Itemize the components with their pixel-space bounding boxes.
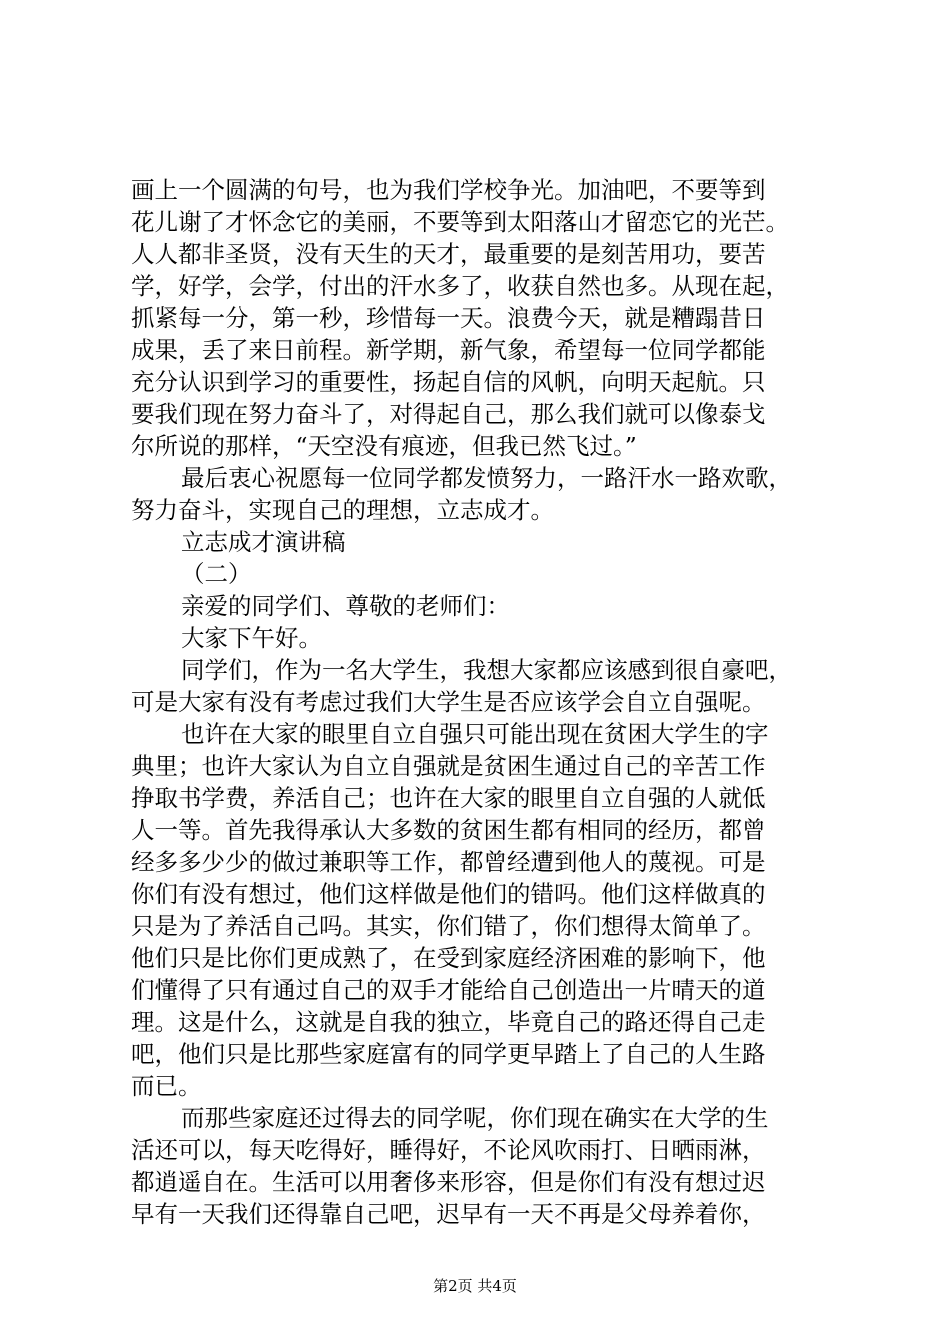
text-line: 你们有没有想过，他们这样做是他们的错吗。他们这样做真的 [131, 880, 766, 908]
text-line: 们懂得了只有通过自己的双手才能给自己创造出一片晴天的道 [131, 976, 766, 1004]
text-line: 学，好学，会学，付出的汗水多了，收获自然也多。从现在起， [131, 272, 789, 300]
text-line: 只是为了养活自己吗。其实，你们错了，你们想得太简单了。 [131, 912, 766, 940]
text-line: 立志成才演讲稿 [181, 528, 346, 556]
text-line: 人人都非圣贤，没有天生的天才，最重要的是刻苦用功，要苦 [131, 240, 766, 268]
text-line: 抓紧每一分，第一秒，珍惜每一天。浪费今天，就是糟蹋昔日 [131, 304, 766, 332]
text-line: 也许在大家的眼里自立自强只可能出现在贫困大学生的字 [181, 720, 769, 748]
text-line: 吧，他们只是比那些家庭富有的同学更早踏上了自己的人生路 [131, 1040, 766, 1068]
text-line: 大家下午好。 [181, 624, 322, 652]
text-line: 挣取书学费，养活自己；也许在大家的眼里自立自强的人就低 [131, 784, 766, 812]
text-line: 画上一个圆满的句号，也为我们学校争光。加油吧，不要等到 [131, 176, 766, 204]
text-line: 要我们现在努力奋斗了，对得起自己，那么我们就可以像泰戈 [131, 400, 766, 428]
text-line: 成果，丢了来日前程。新学期，新气象，希望每一位同学都能 [131, 336, 766, 364]
text-line: 早有一天我们还得靠自己吧，迟早有一天不再是父母养着你， [131, 1200, 766, 1228]
text-line: 充分认识到学习的重要性，扬起自信的风帆，向明天起航。只 [131, 368, 766, 396]
text-line: 亲爱的同学们、尊敬的老师们： [181, 592, 510, 620]
text-line: 而已。 [131, 1072, 202, 1100]
text-line: 典里；也许大家认为自立自强就是贫困生通过自己的辛苦工作 [131, 752, 766, 780]
document-body [131, 174, 851, 1230]
text-line: 同学们，作为一名大学生，我想大家都应该感到很自豪吧， [181, 656, 792, 684]
text-line: 尔所说的那样，“天空没有痕迹，但我已然飞过。” [131, 432, 637, 460]
text-line: 活还可以，每天吃得好，睡得好，不论风吹雨打、日晒雨淋， [131, 1136, 766, 1164]
text-line: 花儿谢了才怀念它的美丽，不要等到太阳落山才留恋它的光芒。 [131, 208, 789, 236]
text-line: 理。这是什么，这就是自我的独立，毕竟自己的路还得自己走 [131, 1008, 766, 1036]
text-line: 人一等。首先我得承认大多数的贫困生都有相同的经历，都曾 [131, 816, 766, 844]
text-line: 而那些家庭还过得去的同学呢，你们现在确实在大学的生 [181, 1104, 769, 1132]
page-footer: 第2页 共4页 [433, 1277, 517, 1295]
text-line: 他们只是比你们更成熟了，在受到家庭经济困难的影响下，他 [131, 944, 766, 972]
text-line: 都逍遥自在。生活可以用奢侈来形容，但是你们有没有想过迟 [131, 1168, 766, 1196]
text-line: 努力奋斗，实现自己的理想，立志成才。 [131, 496, 554, 524]
text-line: 经多多少少的做过兼职等工作，都曾经遭到他人的蔑视。可是 [131, 848, 766, 876]
text-line: 可是大家有没有考虑过我们大学生是否应该学会自立自强呢。 [131, 688, 766, 716]
text-line: 最后衷心祝愿每一位同学都发愤努力，一路汗水一路欢歌， [181, 464, 792, 492]
text-line: （二） [181, 560, 252, 588]
